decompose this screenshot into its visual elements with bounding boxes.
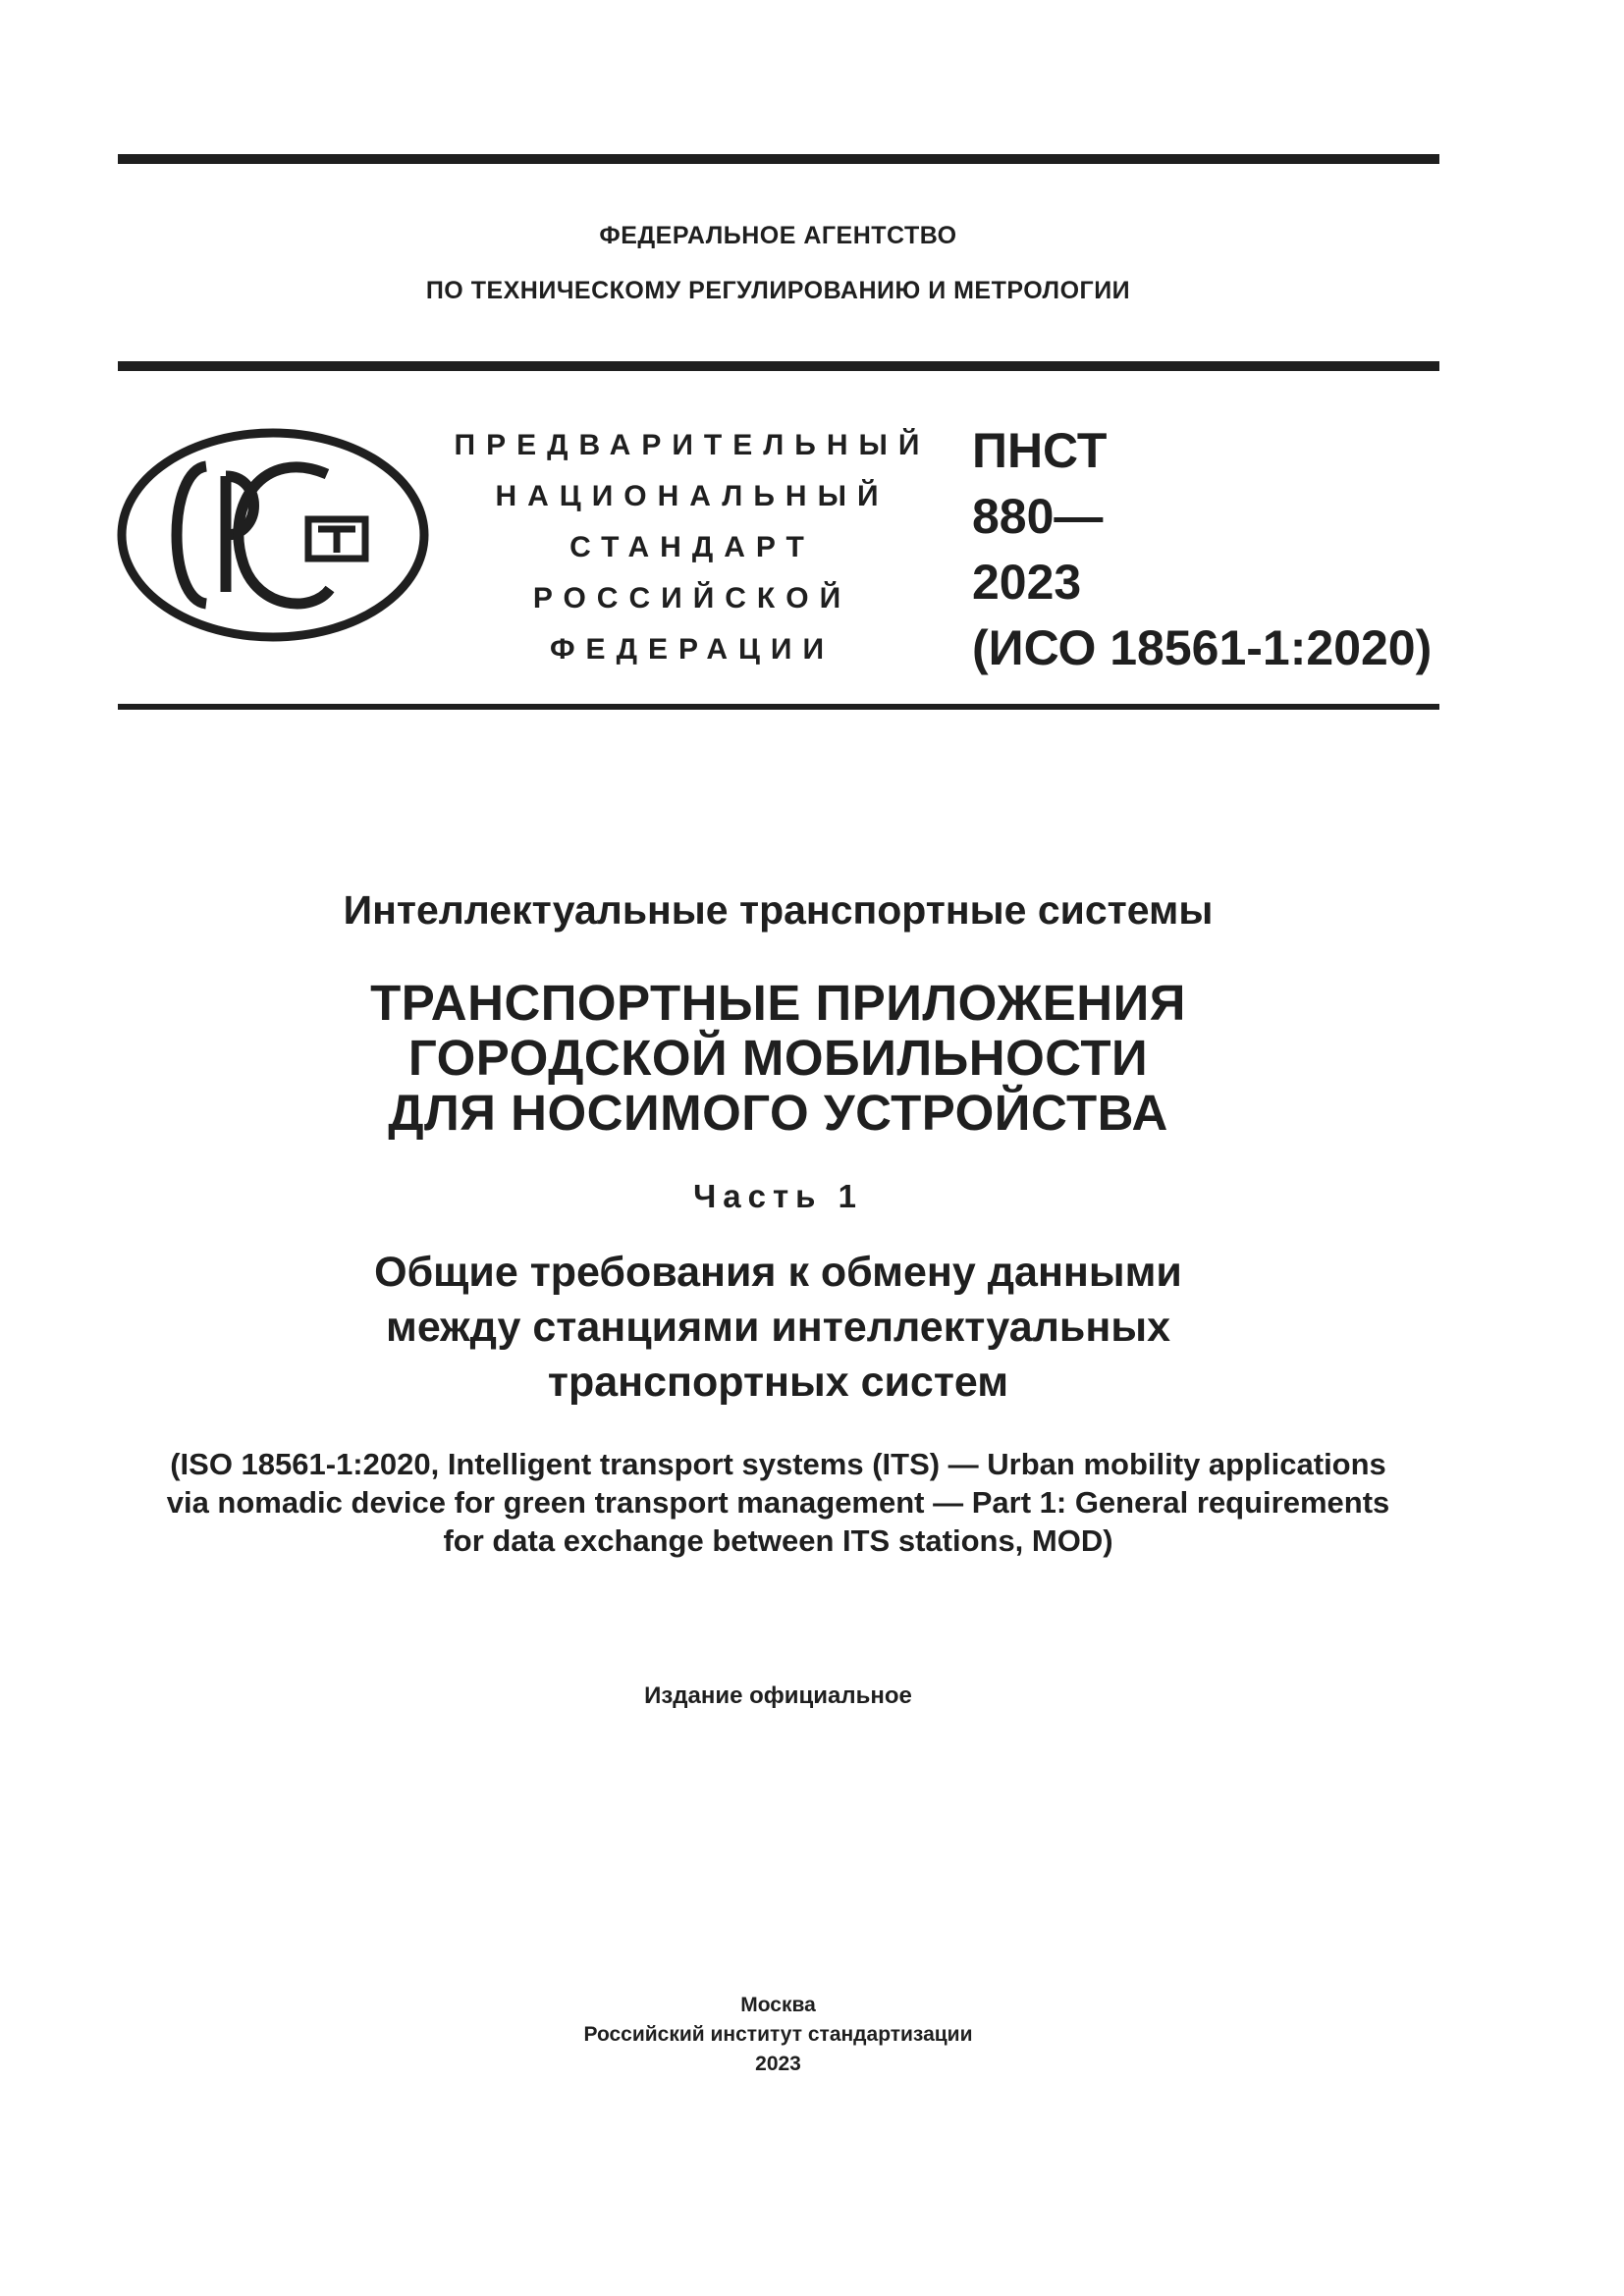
edition-label: Издание официальное xyxy=(644,1682,912,1709)
rst-logo-icon xyxy=(116,427,430,643)
standard-type xyxy=(422,420,962,675)
part-title-line: между станциями интеллектуальных xyxy=(386,1304,1170,1351)
part-title-line: транспортных систем xyxy=(547,1359,1009,1406)
standard-type-line: СТАНДАРТ xyxy=(569,531,815,563)
top-rule xyxy=(118,154,1439,164)
iso-line: for data exchange between ITS stations, MOD) xyxy=(443,1523,1113,1558)
iso-line: (ISO 18561-1:2020, Intelligent transport systems (ITS) — Urban mobility applications xyxy=(170,1447,1386,1481)
iso-line: via nomadic device for green transport management — Part 1: General requirements xyxy=(166,1485,1390,1520)
designation-line: (ИСО 18561-1:2020) xyxy=(972,620,1433,675)
standard-type-line: ПРЕДВАРИТЕЛЬНЫЙ xyxy=(454,429,931,461)
standard-type-line: ФЕДЕРАЦИИ xyxy=(549,633,836,666)
part-title-line: Общие требования к обмену данными xyxy=(374,1249,1182,1296)
document-title xyxy=(0,976,1556,1141)
designation-line: 2023 xyxy=(972,555,1082,610)
part-number: Часть 1 xyxy=(693,1178,863,1214)
iso-reference xyxy=(0,1445,1556,1560)
title-line: ГОРОДСКОЙ МОБИЛЬНОСТИ xyxy=(407,1030,1149,1086)
title-line: ТРАНСПОРТНЫЕ ПРИЛОЖЕНИЯ xyxy=(370,975,1186,1031)
imprint-city: Москва xyxy=(740,1994,816,2016)
standard-type-line: НАЦИОНАЛЬНЫЙ xyxy=(495,480,890,512)
imprint-year: 2023 xyxy=(755,2053,801,2075)
standard-designation xyxy=(972,418,1432,681)
imprint xyxy=(0,1991,1556,2079)
agency-line-2: ПО ТЕХНИЧЕСКОМУ РЕГУЛИРОВАНИЮ И МЕТРОЛОГИИ xyxy=(425,277,1131,304)
imprint-publisher: Российский институт стандартизации xyxy=(583,2023,973,2046)
header-rule xyxy=(118,361,1439,371)
designation-rule xyxy=(118,704,1439,710)
title-line: ДЛЯ НОСИМОГО УСТРОЙСТВА xyxy=(388,1085,1168,1141)
designation-line: 880— xyxy=(972,489,1104,544)
designation-line: ПНСТ xyxy=(972,423,1108,478)
standard-type-line: РОССИЙСКОЙ xyxy=(532,582,852,614)
part-title xyxy=(0,1245,1556,1410)
title-group: Интеллектуальные транспортные системы xyxy=(343,887,1214,933)
agency-line-1: ФЕДЕРАЛЬНОЕ АГЕНТСТВО xyxy=(599,222,957,249)
